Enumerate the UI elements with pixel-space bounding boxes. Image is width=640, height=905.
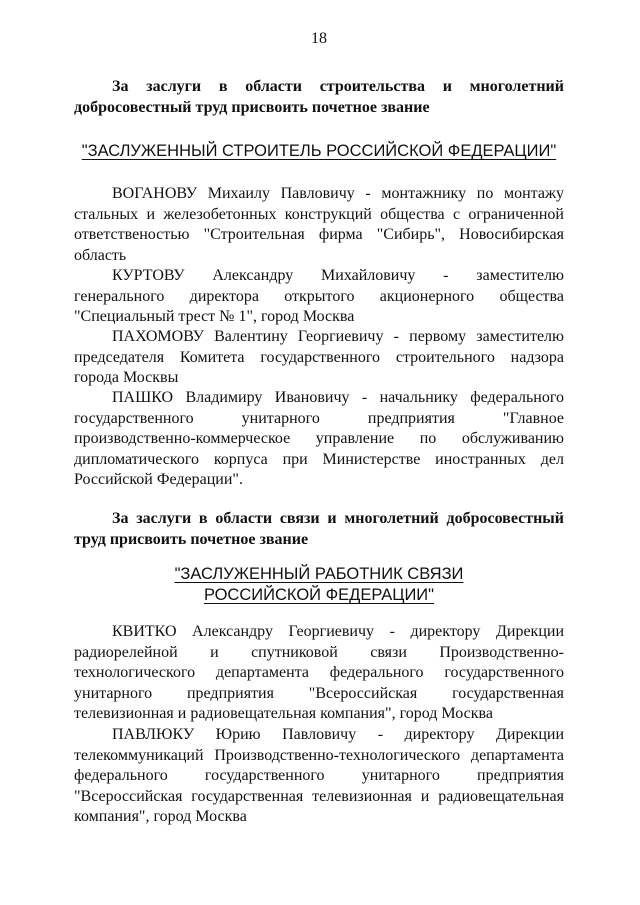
entry-line: генерального директора открытого акционерного общества — [74, 287, 564, 305]
entry-line: область — [74, 246, 127, 264]
entry-line: "Специальный трест № 1", город Москва — [74, 308, 355, 325]
entry-line: председателя Комитета государственного строительного надзора — [74, 348, 564, 366]
section1-intro — [74, 77, 564, 118]
award-entry — [74, 725, 564, 828]
entry-line: ВОГАНОВУ Михаилу Павловичу - монтажнику по монтажу — [112, 185, 564, 202]
entry-line: государственного унитарного предприятия "Главное — [74, 409, 564, 427]
section1-intro-line: За заслуги в области строительства и многолетний — [112, 78, 564, 95]
award-entry — [74, 388, 564, 491]
award-entry — [74, 327, 564, 389]
entry-line: федерального государственного унитарного предприятия — [74, 767, 564, 784]
entry-line: производственно-коммерческое управление по обслуживанию — [74, 430, 564, 447]
award-entry — [74, 266, 564, 328]
entry-line: КВИТКО Александру Георгиевичу - директору Дирекции — [112, 623, 564, 640]
entry-line: унитарного предприятия "Всероссийская государственная — [74, 684, 564, 702]
entry-line: города Москвы — [74, 369, 179, 386]
entry-line: ПАШКО Владимиру Ивановичу - начальнику федерального — [112, 389, 564, 406]
entry-line: Российской Федерации". — [74, 471, 243, 488]
entry-line: ответственостью "Строительная фирма "Сибирь", Новосибирская — [74, 226, 564, 243]
entry-line: телекоммуникаций Производственно-технологического департамента — [74, 746, 564, 764]
award-entry — [74, 184, 564, 266]
section2-title-line: "ЗАСЛУЖЕННЫЙ РАБОТНИК СВЯЗИ — [174, 565, 464, 583]
entry-line: ПАХОМОВУ Валентину Георгиевичу - первому заместителю — [112, 328, 564, 345]
section1-title — [74, 141, 564, 162]
entry-line: компания", город Москва — [74, 808, 247, 825]
entry-line: технологического департамента федерального государственного — [74, 664, 564, 681]
section2-title-line: РОССИЙСКОЙ ФЕДЕРАЦИИ" — [203, 586, 435, 604]
entry-line: КУРТОВУ Александру Михайловичу - заместителю — [112, 267, 564, 284]
entry-line: ПАВЛЮКУ Юрию Павловичу - директору Дирекции — [112, 726, 564, 743]
section2-intro-line: труд присвоить почетное звание — [74, 530, 309, 548]
entry-line: радиорелейной и спутниковой связи Производственно- — [74, 643, 564, 661]
section1-title-text: "ЗАСЛУЖЕННЫЙ СТРОИТЕЛЬ РОССИЙСКОЙ ФЕДЕРАЦИИ" — [81, 142, 557, 160]
page-number: 18 — [311, 30, 327, 47]
award-entry — [74, 622, 564, 725]
section2-title — [74, 564, 564, 606]
entry-line: "Всероссийская государственная телевизионная и радиовещательная — [74, 787, 564, 805]
section2-intro-line: За заслуги в области связи и многолетний добросовестный — [112, 510, 564, 527]
section2-intro — [74, 509, 564, 550]
entry-line: стальных и железобетонных конструкций общества с ограниченной — [74, 205, 564, 223]
entry-line: дипломатического корпуса при Министерстве иностранных дел — [74, 450, 564, 468]
entry-line: телевизионная и радиовещательная компания", город Москва — [74, 705, 493, 722]
section1-intro-line: добросовестный труд присвоить почетное звание — [74, 98, 430, 116]
